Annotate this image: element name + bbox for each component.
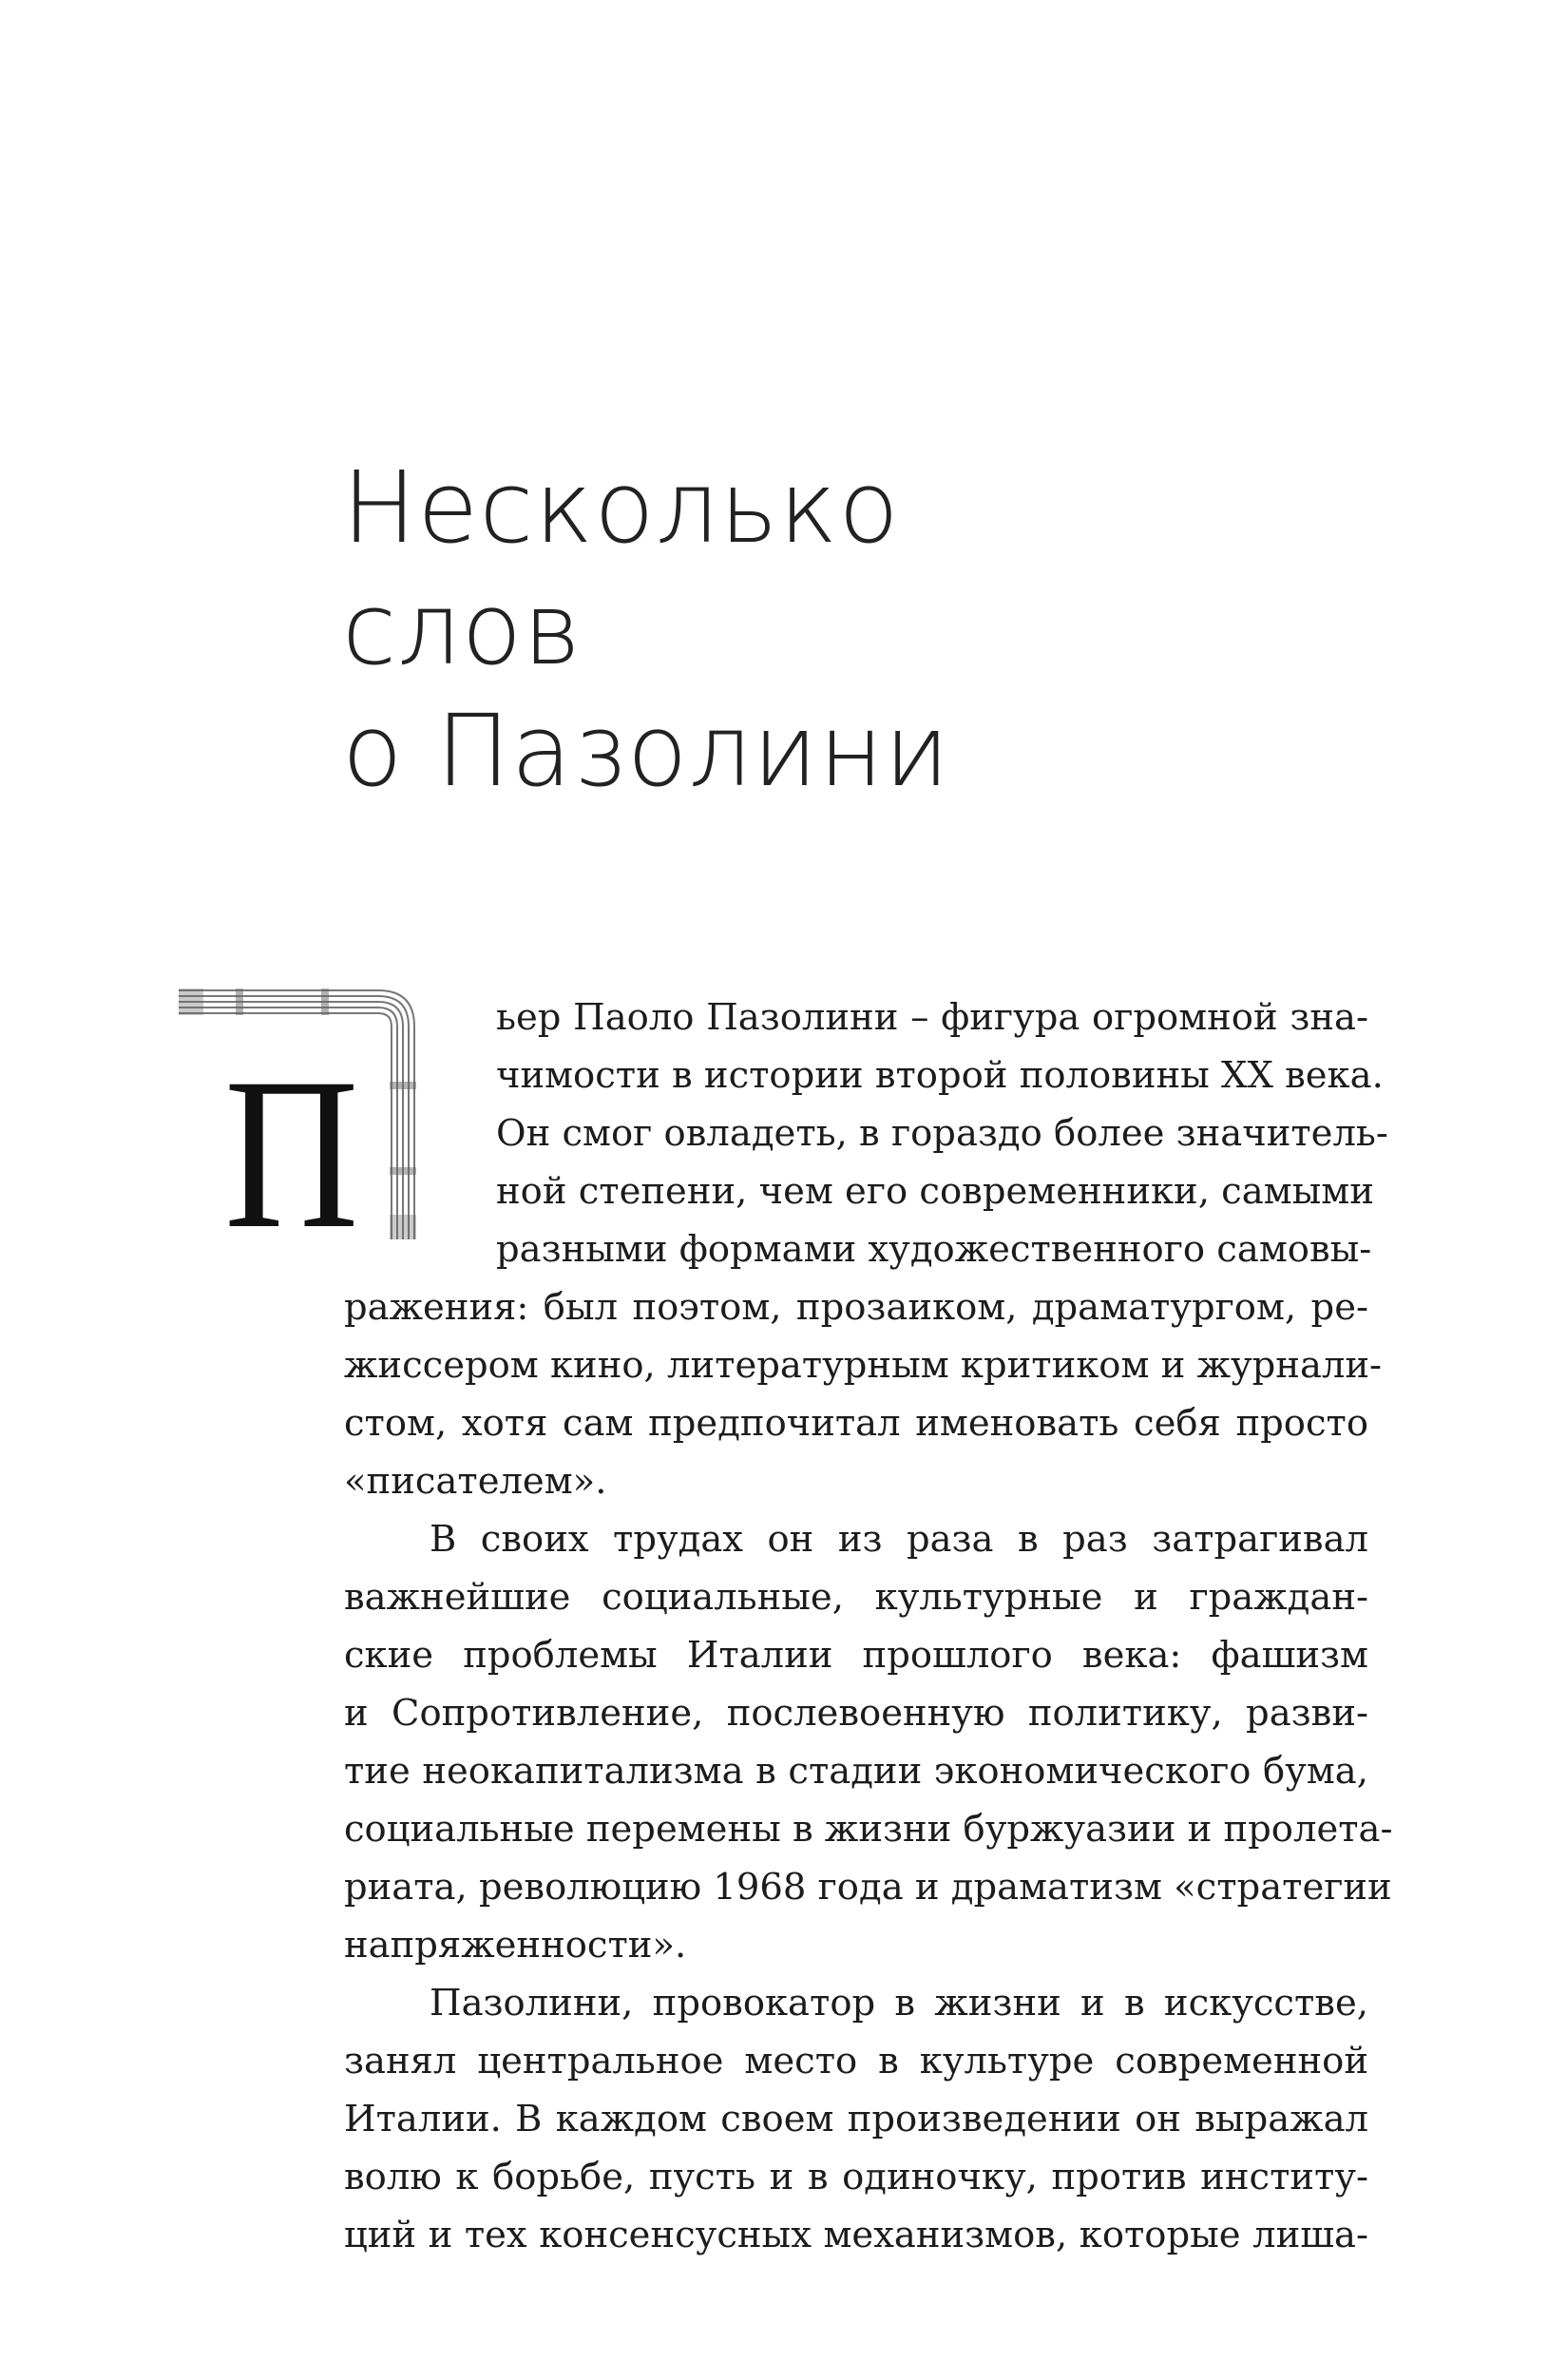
- paragraph-3-line: занял центральное место в культуре современной: [344, 2040, 1368, 2082]
- drop-cap-letter: П: [224, 1034, 359, 1274]
- chapter-title-line-2: слов: [342, 571, 583, 687]
- paragraph-1-line: разными формами художественного самовы-: [496, 1228, 1372, 1271]
- paragraph-2-line: риата, революцию 1968 года и драматизм «стратегии: [344, 1866, 1392, 1909]
- paragraph-1-line: «писателем».: [344, 1460, 607, 1503]
- paragraph-1-line: ной степени, чем его современники, самыми: [496, 1170, 1374, 1213]
- paragraph-3-line: волю к борьбе, пусть и в одиночку, против институ-: [344, 2156, 1368, 2198]
- chapter-title-line-1: Несколько: [342, 450, 900, 566]
- paragraph-1-line: Он смог овладеть, в гораздо более значитель-: [496, 1112, 1388, 1155]
- paragraph-2-line: В своих трудах он из раза в раз затрагивал: [430, 1518, 1368, 1561]
- paragraph-1-line: стом, хотя сам предпочитал именовать себя просто: [344, 1402, 1368, 1445]
- paragraph-1-line: ражения: был поэтом, прозаиком, драматургом, ре-: [344, 1286, 1368, 1329]
- chapter-title-line-3: о Пазолини: [342, 693, 950, 809]
- paragraph-2-line: важнейшие социальные, культурные и граждан-: [344, 1576, 1368, 1619]
- body-text: [344, 988, 1393, 2264]
- paragraph-1-line: ьер Паоло Пазолини – фигура огромной зна-: [496, 996, 1368, 1039]
- chapter-title: [342, 447, 950, 812]
- paragraph-3-line: Пазолини, провокатор в жизни и в искусстве,: [430, 1982, 1368, 2025]
- paragraph-2-line: тие неокапитализма в стадии экономического бума,: [344, 1750, 1368, 1793]
- paragraph-2-line: и Сопротивление, послевоенную политику, разви-: [344, 1692, 1368, 1735]
- paragraph-2-line: напряженности».: [344, 1924, 687, 1967]
- paragraph-3-line: Италии. В каждом своем произведении он выражал: [344, 2098, 1368, 2140]
- paragraph-2-line: социальные перемены в жизни буржуазии и пролета-: [344, 1808, 1393, 1851]
- paragraph-1-line: жиссером кино, литературным критиком и журнали-: [344, 1344, 1383, 1387]
- paragraph-3-line: ций и тех консенсусных механизмов, которые лиша-: [344, 2214, 1368, 2256]
- paragraph-1-line: чимости в истории второй половины XX века.: [496, 1054, 1384, 1097]
- paragraph-2-line: ские проблемы Италии прошлого века: фашизм: [344, 1634, 1368, 1677]
